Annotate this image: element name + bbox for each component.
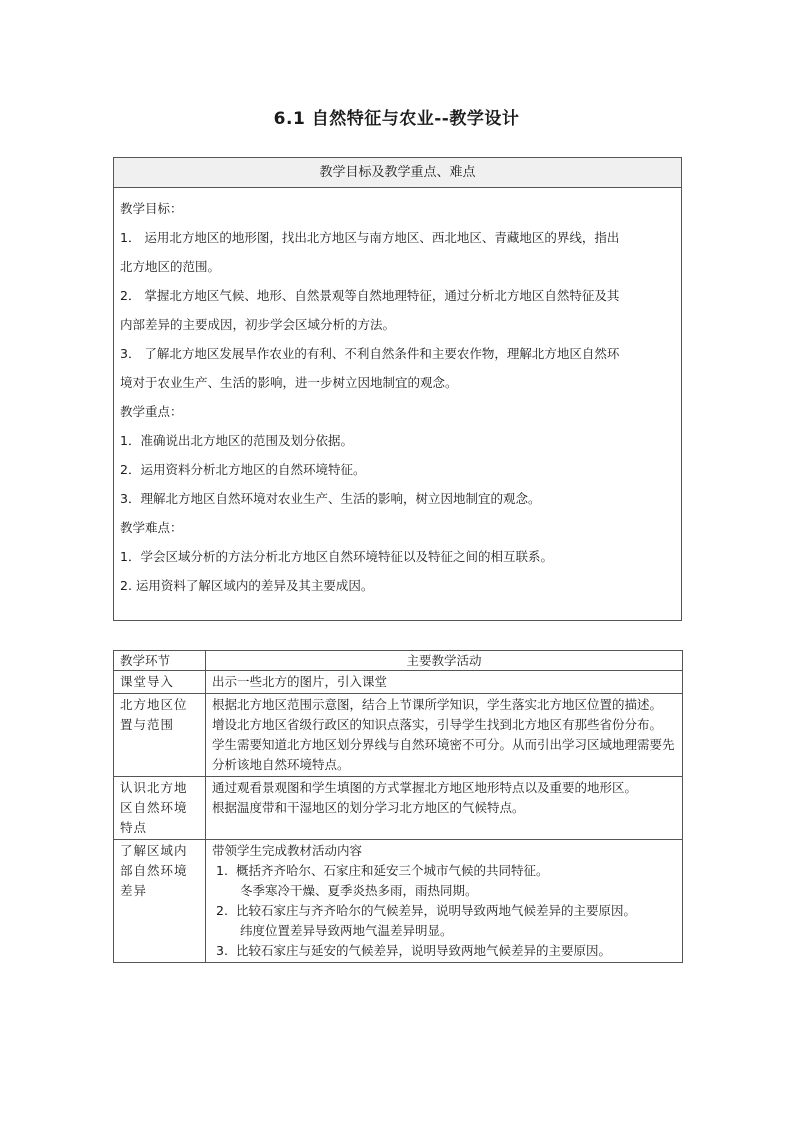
objectives-table [113,157,682,621]
stage-cell: 课堂导入 [114,671,206,694]
table-row [114,777,683,840]
stage-cell: 认识北方地区自然环境特点 [114,777,206,840]
objectives-line: 内部差异的主要成因，初步学会区域分析的方法。 [120,317,396,332]
objectives-line: 2．运用资料分析北方地区的自然环境特征。 [120,462,366,477]
stage-cell: 了解区域内部自然环境差异 [114,840,206,963]
activity-cell [206,694,683,777]
list-text: 概括齐齐哈尔、石家庄和延安三个城市气候的共同特征。 [236,863,549,878]
list-number: 1. [216,863,228,878]
activity-text: 根据北方地区范围示意图，结合上节课所学知识，学生落实北方地区位置的描述。 [212,697,663,712]
activity-column-header: 主要教学活动 [206,651,683,671]
table-row [114,840,683,963]
objectives-header: 教学目标及教学重点、难点 [114,158,681,188]
activity-cell [206,671,683,694]
activity-text: 根据温度带和干湿地区的划分学习北方地区的气候特点。 [212,800,525,815]
activity-text: 增设北方地区省级行政区的知识点落实，引导学生找到北方地区有那些省份分布。 [212,717,663,732]
objectives-line: 境对于农业生产、生活的影响，进一步树立因地制宜的观念。 [120,375,458,390]
list-text: 比较石家庄与延安的气候差异，说明导致两地气候差异的主要原因。 [236,943,612,958]
stage-column-header: 教学环节 [114,651,206,671]
activity-text: 通过观看景观图和学生填图的方式掌握北方地区地形特点以及重要的地形区。 [212,780,638,795]
list-item [212,901,676,921]
list-text: 比较石家庄与齐齐哈尔的气候差异，说明导致两地气候差异的主要原因。 [236,903,637,918]
table-row [114,671,683,694]
activities-header-row [114,651,683,671]
document-title: 6.1 自然特征与农业--教学设计 [273,109,520,129]
objectives-line: 1．学会区域分析的方法分析北方地区自然环境特征以及特征之间的相互联系。 [120,549,553,564]
list-item [212,941,676,961]
activity-cell [206,777,683,840]
list-answer: 冬季寒冷干燥、夏季炎热多雨，雨热同期。 [240,883,478,898]
activities-table [113,650,683,963]
objectives-line: 3．理解北方地区自然环境对农业生产、生活的影响，树立因地制宜的观念。 [120,491,541,506]
objectives-line: 2. 运用资料了解区域内的差异及其主要成因。 [120,578,374,593]
list-answer: 纬度位置差异导致两地气温差异明显。 [240,923,453,938]
list-number: 2. [216,903,228,918]
objectives-line: 教学重点： [120,404,183,419]
objectives-line: 1． 运用北方地区的地形图，找出北方地区与南方地区、西北地区、青藏地区的界线，指出 [120,230,620,245]
stage-cell: 北方地区位置与范围 [114,694,206,777]
activity-cell [206,840,683,963]
activity-text: 出示一些北方的图片，引入课堂 [212,674,388,689]
objectives-line: 北方地区的范围。 [120,259,221,274]
activity-text: 学生需要知道北方地区划分界线与自然环境密不可分。从而引出学习区域地理需要先分析该地自然环境特点。 [212,737,675,772]
list-item [212,861,676,881]
table-row [114,694,683,777]
activity-text: 带领学生完成教材活动内容 [212,843,363,858]
objectives-line: 2． 掌握北方地区气候、地形、自然景观等自然地理特征，通过分析北方地区自然特征及其 [120,288,620,303]
objectives-line: 1．准确说出北方地区的范围及划分依据。 [120,433,353,448]
objectives-line: 教学目标： [120,201,183,216]
objectives-body [114,188,681,620]
objectives-line: 3． 了解北方地区发展旱作农业的有利、不利自然条件和主要农作物，理解北方地区自然环 [120,346,620,361]
list-number: 3. [216,943,228,958]
objectives-line: 教学难点： [120,520,183,535]
